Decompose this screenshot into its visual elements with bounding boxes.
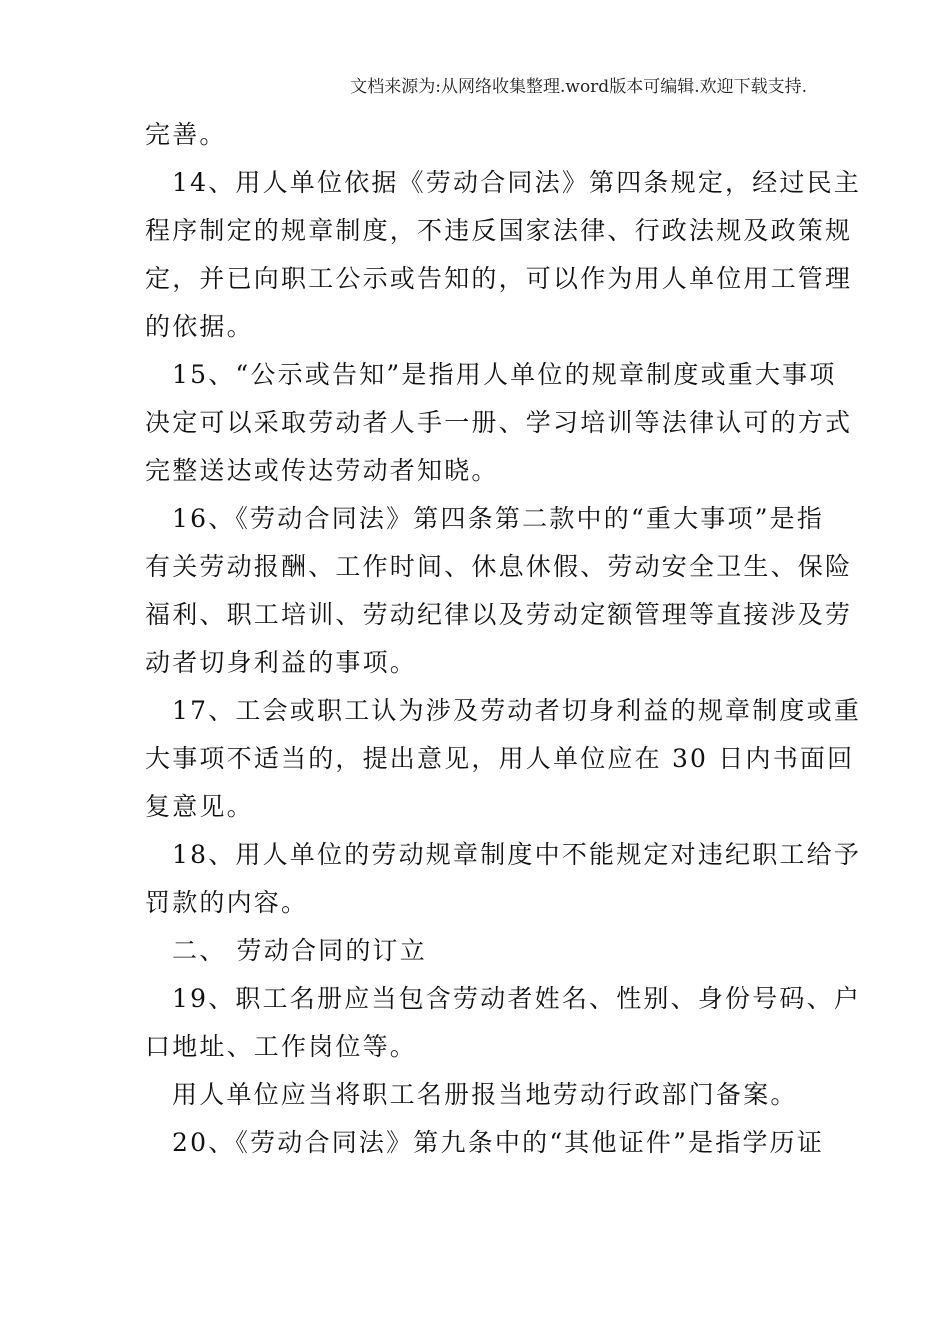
paragraph-line: 大事项不适当的，提出意见，用人单位应在 30 日内书面回 [145, 744, 855, 773]
paragraph-line: 程序制定的规章制度，不违反国家法律、行政法规及政策规 [145, 216, 853, 245]
paragraph-line: 15、“公示或告知”是指用人单位的规章制度或重大事项 [172, 360, 837, 389]
paragraph-line: 口地址、工作岗位等。 [145, 1032, 418, 1061]
paragraph-line: 完善。 [145, 120, 227, 149]
paragraph-line: 福利、职工培训、劳动纪律以及劳动定额管理等直接涉及劳 [145, 600, 853, 629]
paragraph-line: 复意见。 [145, 792, 254, 821]
header-note: 文档来源为:从网络收集整理.word版本可编辑.欢迎下载支持. [350, 77, 807, 97]
paragraph-line: 完整送达或传达劳动者知晓。 [145, 456, 499, 485]
paragraph-line: 20、《劳动合同法》第九条中的“其他证件”是指学历证 [172, 1128, 825, 1157]
document-body [145, 111, 862, 1167]
paragraph-line: 用人单位应当将职工名册报当地劳动行政部门备案。 [172, 1080, 798, 1109]
paragraph-line: 定，并已向职工公示或告知的，可以作为用人单位用工管理 [145, 264, 853, 293]
paragraph-line: 18、用人单位的劳动规章制度中不能规定对违纪职工给予 [172, 840, 862, 869]
paragraph-line: 决定可以采取劳动者人手一册、学习培训等法律认可的方式 [145, 408, 853, 437]
paragraph-line: 动者切身利益的事项。 [145, 648, 418, 677]
paragraph-line: 的依据。 [145, 312, 254, 341]
paragraph-line: 17、工会或职工认为涉及劳动者切身利益的规章制度或重 [172, 696, 862, 725]
section-heading: 二、 劳动合同的订立 [172, 936, 427, 965]
paragraph-line: 罚款的内容。 [145, 888, 309, 917]
paragraph-line: 14、用人单位依据《劳动合同法》第四条规定，经过民主 [172, 168, 862, 197]
paragraph-line: 19、职工名册应当包含劳动者姓名、性别、身份号码、户 [172, 984, 862, 1013]
paragraph-line: 16、《劳动合同法》第四条第二款中的“重大事项”是指 [172, 504, 825, 533]
paragraph-line: 有关劳动报酬、工作时间、休息休假、劳动安全卫生、保险 [145, 552, 853, 581]
